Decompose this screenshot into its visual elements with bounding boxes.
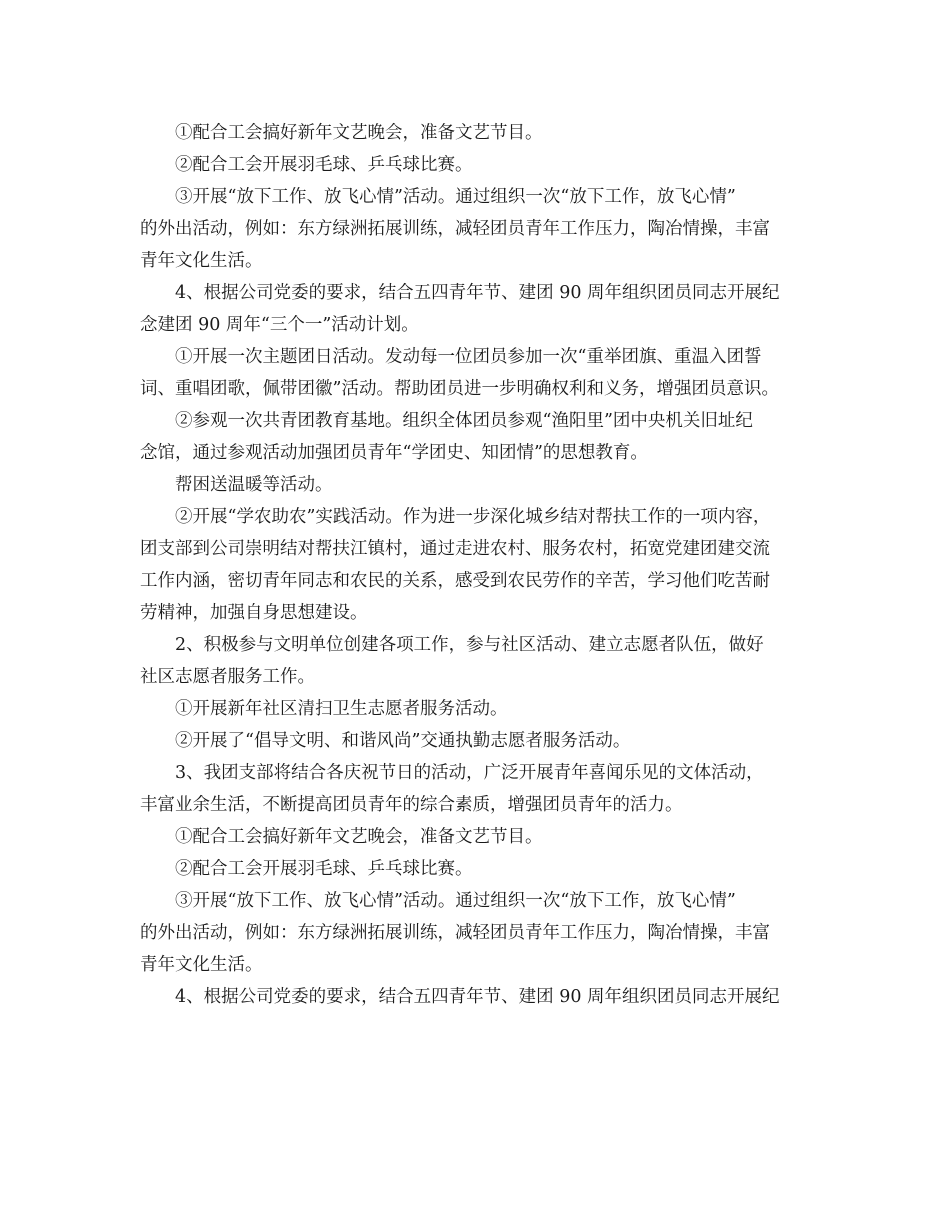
paragraph [140,501,820,629]
paragraph-line: 社区志愿者服务工作。 [140,667,315,687]
paragraph-line: 3、我团支部将结合各庆祝节日的活动，广泛开展青年喜闻乐见的文体活动， [175,763,764,783]
paragraph [140,181,820,277]
paragraph [140,693,820,725]
paragraph-line: 工作内涵，密切青年同志和农民的关系，感受到农民劳作的辛苦，学习他们吃苦耐 [140,571,770,591]
paragraph-line: 青年文化生活。 [140,251,263,271]
paragraph-line: ②开展了“倡导文明、和谐风尚”交通执勤志愿者服务活动。 [175,731,631,751]
document-body [140,117,820,1013]
paragraph-line: 帮困送温暖等活动。 [175,475,333,495]
paragraph-line: ③开展“放下工作、放飞心情”活动。通过组织一次“放下工作，放飞心情” [175,187,736,207]
paragraph-line: 念建团 90 周年“三个一”活动计划。 [140,315,419,335]
paragraph-line: ②参观一次共青团教育基地。组织全体团员参观“渔阳里”团中央机关旧址纪 [175,411,753,431]
paragraph [140,725,820,757]
paragraph [140,757,820,821]
paragraph [140,629,820,693]
paragraph-line: ①配合工会搞好新年文艺晚会，准备文艺节目。 [175,827,543,847]
paragraph [140,117,820,149]
paragraph-line: ①开展一次主题团日活动。发动每一位团员参加一次“重举团旗、重温入团誓 [175,347,762,367]
paragraph-line: 4、根据公司党委的要求，结合五四青年节、建团 90 周年组织团员同志开展纪 [175,987,780,1007]
paragraph-line: 劳精神，加强自身思想建设。 [140,603,368,623]
paragraph-line: ②开展“学农助农”实践活动。作为进一步深化城乡结对帮扶工作的一项内容， [175,507,771,527]
paragraph-line: 团支部到公司崇明结对帮扶江镇村，通过走进农村、服务农村，拓宽党建团建交流 [140,539,770,559]
paragraph-line: 的外出活动，例如：东方绿洲拓展训练，减轻团员青年工作压力，陶冶情操，丰富 [140,219,770,239]
paragraph [140,853,820,885]
paragraph [140,469,820,501]
paragraph [140,405,820,469]
paragraph-line: 青年文化生活。 [140,955,263,975]
paragraph [140,981,820,1013]
paragraph-line: 词、重唱团歌，佩带团徽”活动。帮助团员进一步明确权利和义务，增强团员意识。 [140,379,779,399]
paragraph [140,341,820,405]
paragraph-line: 4、根据公司党委的要求，结合五四青年节、建团 90 周年组织团员同志开展纪 [175,283,780,303]
paragraph-line: 的外出活动，例如：东方绿洲拓展训练，减轻团员青年工作压力，陶冶情操，丰富 [140,923,770,943]
paragraph-line: ③开展“放下工作、放飞心情”活动。通过组织一次“放下工作，放飞心情” [175,891,736,911]
paragraph-line: ②配合工会开展羽毛球、乒乓球比赛。 [175,859,473,879]
paragraph [140,149,820,181]
paragraph-line: 2、积极参与文明单位创建各项工作，参与社区活动、建立志愿者队伍，做好 [175,635,764,655]
paragraph-line: 丰富业余生活，不断提高团员青年的综合素质，增强团员青年的活力。 [140,795,683,815]
paragraph-line: ①开展新年社区清扫卫生志愿者服务活动。 [175,699,508,719]
paragraph-line: ①配合工会搞好新年文艺晚会，准备文艺节目。 [175,123,543,143]
paragraph [140,277,820,341]
paragraph-line: ②配合工会开展羽毛球、乒乓球比赛。 [175,155,473,175]
paragraph [140,821,820,853]
paragraph-line: 念馆，通过参观活动加强团员青年“学团史、知团情”的思想教育。 [140,443,648,463]
paragraph [140,885,820,981]
